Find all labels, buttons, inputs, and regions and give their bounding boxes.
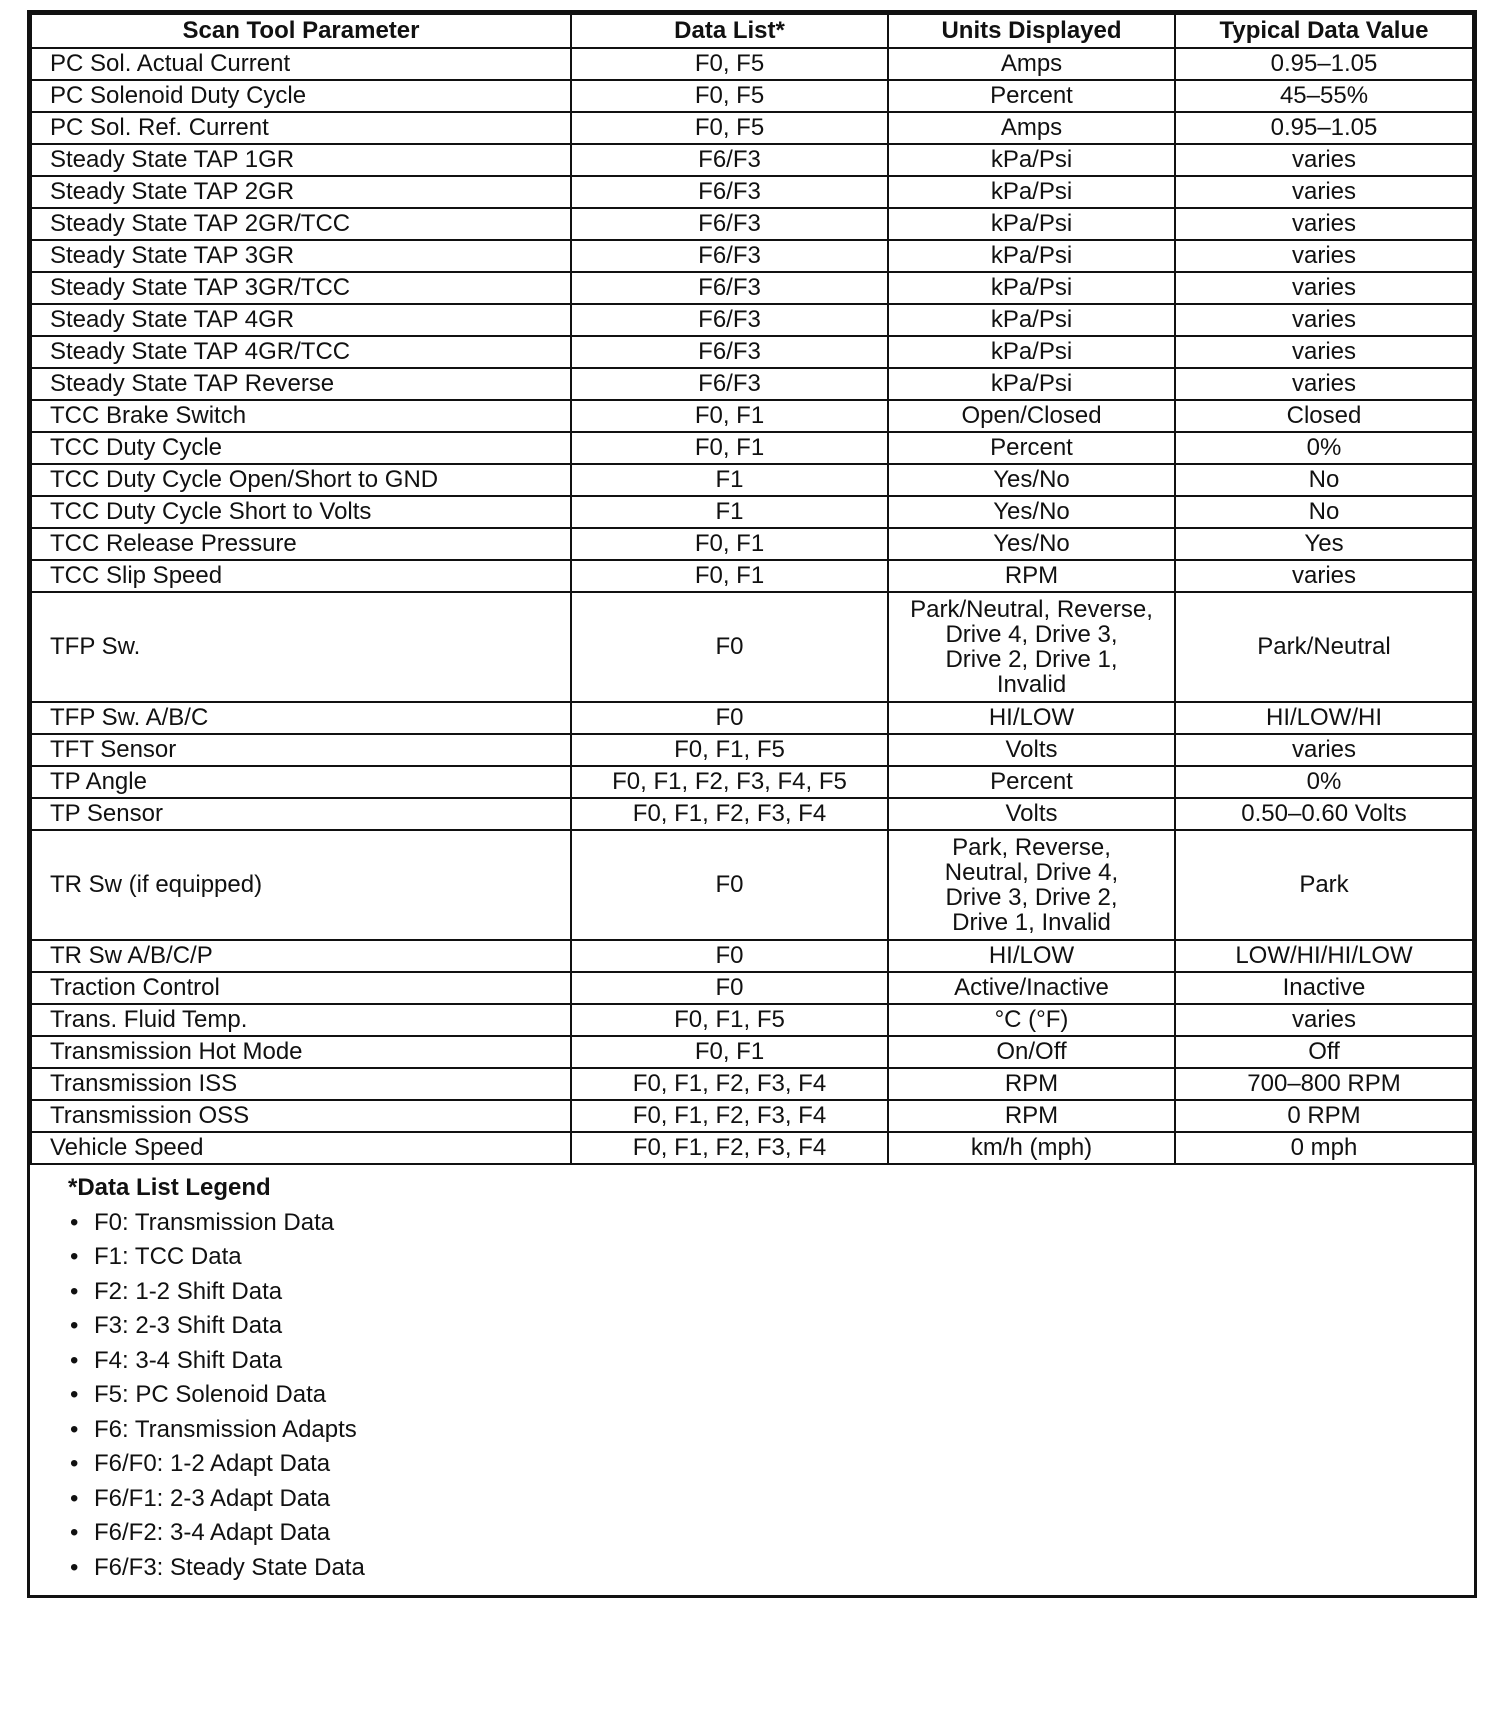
cell-data-list: F6/F3 [571,144,888,176]
cell-data-list: F0, F5 [571,48,888,80]
legend-item-text: F6: Transmission Adapts [94,1415,357,1443]
cell-units-displayed: kPa/Psi [888,304,1175,336]
table-row [31,766,1473,798]
cell-data-list: F6/F3 [571,176,888,208]
cell-units-displayed: kPa/Psi [888,272,1175,304]
legend-title: *Data List Legend [68,1174,271,1201]
bullet-icon: • [70,1415,79,1443]
cell-typical-data-value: Off [1175,1036,1473,1068]
cell-typical-data-value: Yes [1175,528,1473,560]
table-body [31,48,1473,1164]
cell-units-displayed: Open/Closed [888,400,1175,432]
cell-scan-tool-parameter: Steady State TAP Reverse [31,368,571,400]
legend-item [62,1378,1474,1413]
cell-typical-data-value: 0 RPM [1175,1100,1473,1132]
cell-units-displayed: HI/LOW [888,940,1175,972]
cell-typical-data-value: Park/Neutral [1175,592,1473,702]
units-line: Park, Reverse, [952,834,1111,861]
table-row [31,702,1473,734]
cell-scan-tool-parameter: TP Angle [31,766,571,798]
table-row [31,432,1473,464]
cell-units-displayed: Active/Inactive [888,972,1175,1004]
cell-data-list: F0 [571,830,888,940]
cell-data-list: F6/F3 [571,368,888,400]
cell-data-list: F1 [571,464,888,496]
legend-item-text: F6/F2: 3-4 Adapt Data [94,1519,331,1546]
cell-scan-tool-parameter: Vehicle Speed [31,1132,571,1164]
cell-scan-tool-parameter: TCC Duty Cycle [31,432,571,464]
cell-units-displayed: Volts [888,798,1175,830]
cell-data-list: F0 [571,972,888,1004]
cell-typical-data-value: varies [1175,368,1473,400]
header-row [31,14,1473,48]
cell-units-displayed: Percent [888,766,1175,798]
cell-data-list: F6/F3 [571,240,888,272]
cell-typical-data-value: No [1175,464,1473,496]
cell-scan-tool-parameter: TFT Sensor [31,734,571,766]
table-row [31,272,1473,304]
cell-typical-data-value: HI/LOW/HI [1175,702,1473,734]
units-line: Neutral, Drive 4, [944,859,1119,886]
cell-data-list: F6/F3 [571,208,888,240]
cell-scan-tool-parameter: Steady State TAP 3GR/TCC [31,272,571,304]
cell-scan-tool-parameter: Steady State TAP 3GR [31,240,571,272]
header-data-list: Data List* [571,14,888,48]
table-row [31,830,1473,940]
header-units-displayed: Units Displayed [888,14,1175,48]
table-row [31,208,1473,240]
cell-typical-data-value: varies [1175,208,1473,240]
cell-typical-data-value: varies [1175,560,1473,592]
cell-scan-tool-parameter: PC Solenoid Duty Cycle [31,80,571,112]
table-row [31,48,1473,80]
cell-units-displayed: RPM [888,560,1175,592]
legend-list [62,1206,1474,1586]
table-row [31,1068,1473,1100]
legend-item [62,1482,1474,1517]
legend-item-text: F6/F0: 1-2 Adapt Data [94,1450,331,1477]
cell-data-list: F0, F1 [571,560,888,592]
table-header [31,14,1473,48]
cell-scan-tool-parameter: Transmission ISS [31,1068,571,1100]
bullet-icon: • [70,1519,79,1546]
cell-data-list: F0, F1, F2, F3, F4 [571,1100,888,1132]
legend-item [62,1275,1474,1310]
cell-units-displayed: Yes/No [888,464,1175,496]
legend-item [62,1344,1474,1379]
cell-data-list: F6/F3 [571,336,888,368]
cell-scan-tool-parameter: TCC Slip Speed [31,560,571,592]
scan-tool-parameter-table [30,13,1474,1165]
table-row [31,972,1473,1004]
bullet-icon: • [70,1553,79,1581]
bullet-icon: • [70,1243,79,1270]
cell-scan-tool-parameter: Traction Control [31,972,571,1004]
cell-units-displayed: RPM [888,1068,1175,1100]
cell-typical-data-value: 45–55% [1175,80,1473,112]
cell-scan-tool-parameter: TFP Sw. [31,592,571,702]
cell-data-list: F0, F5 [571,112,888,144]
cell-units-displayed: kPa/Psi [888,144,1175,176]
cell-scan-tool-parameter: Transmission Hot Mode [31,1036,571,1068]
units-line: Drive 3, Drive 2, [945,884,1118,911]
cell-units-displayed: Percent [888,432,1175,464]
table-row [31,1132,1473,1164]
cell-data-list: F6/F3 [571,272,888,304]
units-line: Drive 2, Drive 1, [945,646,1118,673]
cell-units-displayed: Amps [888,48,1175,80]
cell-scan-tool-parameter: Steady State TAP 2GR [31,176,571,208]
legend-item-text: F3: 2-3 Shift Data [94,1312,283,1339]
cell-data-list: F0, F1, F5 [571,1004,888,1036]
cell-data-list: F0, F1 [571,528,888,560]
cell-typical-data-value: Inactive [1175,972,1473,1004]
cell-typical-data-value: varies [1175,144,1473,176]
cell-typical-data-value: varies [1175,176,1473,208]
scan-tool-data-sheet [27,10,1477,1598]
cell-scan-tool-parameter: PC Sol. Actual Current [31,48,571,80]
legend-item-text: F5: PC Solenoid Data [94,1381,327,1408]
bullet-icon: • [70,1484,79,1512]
table-row [31,80,1473,112]
cell-units-displayed: Percent [888,80,1175,112]
bullet-icon: • [70,1346,79,1374]
legend-item [62,1516,1474,1551]
cell-units-displayed: Volts [888,734,1175,766]
bullet-icon: • [70,1277,79,1305]
cell-scan-tool-parameter: TP Sensor [31,798,571,830]
units-line: Drive 4, Drive 3, [945,621,1118,648]
legend-item-text: F4: 3-4 Shift Data [94,1346,283,1374]
table-row [31,560,1473,592]
cell-scan-tool-parameter: TR Sw A/B/C/P [31,940,571,972]
cell-units-displayed: Yes/No [888,496,1175,528]
cell-units-displayed: °C (°F) [888,1004,1175,1036]
cell-scan-tool-parameter: PC Sol. Ref. Current [31,112,571,144]
table-row [31,734,1473,766]
cell-data-list: F0, F1, F2, F3, F4 [571,798,888,830]
legend-item [62,1447,1474,1482]
table-row [31,400,1473,432]
table-row [31,112,1473,144]
legend-item-text: F6/F1: 2-3 Adapt Data [94,1484,331,1512]
cell-typical-data-value: 0% [1175,432,1473,464]
legend-item-text: F0: Transmission Data [94,1208,335,1236]
cell-units-displayed [888,592,1175,702]
cell-typical-data-value: 0% [1175,766,1473,798]
table-row [31,1036,1473,1068]
cell-units-displayed: kPa/Psi [888,368,1175,400]
cell-typical-data-value: 0.95–1.05 [1175,112,1473,144]
data-list-legend [30,1165,1474,1595]
cell-scan-tool-parameter: Steady State TAP 4GR [31,304,571,336]
cell-typical-data-value: varies [1175,336,1473,368]
cell-scan-tool-parameter: TCC Duty Cycle Open/Short to GND [31,464,571,496]
cell-units-displayed: kPa/Psi [888,208,1175,240]
cell-scan-tool-parameter: Steady State TAP 2GR/TCC [31,208,571,240]
table-row [31,798,1473,830]
legend-item [62,1240,1474,1275]
units-line: Park/Neutral, Reverse, [910,596,1153,623]
bullet-icon: • [70,1208,79,1236]
cell-typical-data-value: varies [1175,272,1473,304]
cell-typical-data-value: 0.50–0.60 Volts [1175,798,1473,830]
cell-data-list: F0 [571,702,888,734]
table-row [31,1004,1473,1036]
table-row [31,592,1473,702]
cell-data-list: F0, F5 [571,80,888,112]
cell-units-displayed: kPa/Psi [888,336,1175,368]
table-row [31,176,1473,208]
cell-units-displayed: On/Off [888,1036,1175,1068]
bullet-icon: • [70,1381,79,1408]
cell-typical-data-value: Closed [1175,400,1473,432]
cell-data-list: F0, F1 [571,432,888,464]
units-line: Drive 1, Invalid [952,909,1111,936]
table-row [31,240,1473,272]
bullet-icon: • [70,1450,79,1477]
cell-units-displayed: Yes/No [888,528,1175,560]
cell-scan-tool-parameter: TCC Brake Switch [31,400,571,432]
legend-item [62,1551,1474,1586]
cell-data-list: F0, F1, F2, F3, F4, F5 [571,766,888,798]
cell-units-displayed: RPM [888,1100,1175,1132]
cell-scan-tool-parameter: Trans. Fluid Temp. [31,1004,571,1036]
legend-item [62,1413,1474,1448]
table-row [31,464,1473,496]
cell-typical-data-value: Park [1175,830,1473,940]
cell-data-list: F0, F1 [571,1036,888,1068]
legend-item-text: F6/F3: Steady State Data [94,1553,365,1581]
cell-data-list: F0 [571,592,888,702]
cell-scan-tool-parameter: Steady State TAP 1GR [31,144,571,176]
cell-units-displayed: kPa/Psi [888,240,1175,272]
cell-scan-tool-parameter: TFP Sw. A/B/C [31,702,571,734]
cell-scan-tool-parameter: TCC Duty Cycle Short to Volts [31,496,571,528]
table-row [31,1100,1473,1132]
cell-data-list: F1 [571,496,888,528]
cell-data-list: F6/F3 [571,304,888,336]
cell-units-displayed [888,830,1175,940]
cell-typical-data-value: varies [1175,304,1473,336]
cell-units-displayed: kPa/Psi [888,176,1175,208]
table-row [31,528,1473,560]
cell-data-list: F0, F1, F2, F3, F4 [571,1132,888,1164]
cell-typical-data-value: No [1175,496,1473,528]
table-row [31,336,1473,368]
cell-units-displayed: km/h (mph) [888,1132,1175,1164]
cell-scan-tool-parameter: TR Sw (if equipped) [31,830,571,940]
cell-scan-tool-parameter: Steady State TAP 4GR/TCC [31,336,571,368]
cell-typical-data-value: varies [1175,1004,1473,1036]
table-row [31,940,1473,972]
legend-item-text: F2: 1-2 Shift Data [94,1277,283,1305]
cell-data-list: F0, F1, F5 [571,734,888,766]
cell-data-list: F0, F1 [571,400,888,432]
table-row [31,144,1473,176]
cell-typical-data-value: 0.95–1.05 [1175,48,1473,80]
cell-data-list: F0, F1, F2, F3, F4 [571,1068,888,1100]
table-row [31,496,1473,528]
cell-typical-data-value: 700–800 RPM [1175,1068,1473,1100]
header-scan-tool-parameter: Scan Tool Parameter [31,14,571,48]
cell-data-list: F0 [571,940,888,972]
cell-scan-tool-parameter: Transmission OSS [31,1100,571,1132]
legend-item-text: F1: TCC Data [94,1243,242,1270]
legend-item [62,1309,1474,1344]
table-row [31,304,1473,336]
legend-item [62,1206,1474,1241]
cell-units-displayed: Amps [888,112,1175,144]
bullet-icon: • [70,1312,79,1339]
cell-typical-data-value: 0 mph [1175,1132,1473,1164]
header-typical-data-value: Typical Data Value [1175,14,1473,48]
units-line: Invalid [996,671,1067,698]
cell-scan-tool-parameter: TCC Release Pressure [31,528,571,560]
table-row [31,368,1473,400]
cell-typical-data-value: LOW/HI/HI/LOW [1175,940,1473,972]
cell-typical-data-value: varies [1175,240,1473,272]
cell-typical-data-value: varies [1175,734,1473,766]
cell-units-displayed: HI/LOW [888,702,1175,734]
